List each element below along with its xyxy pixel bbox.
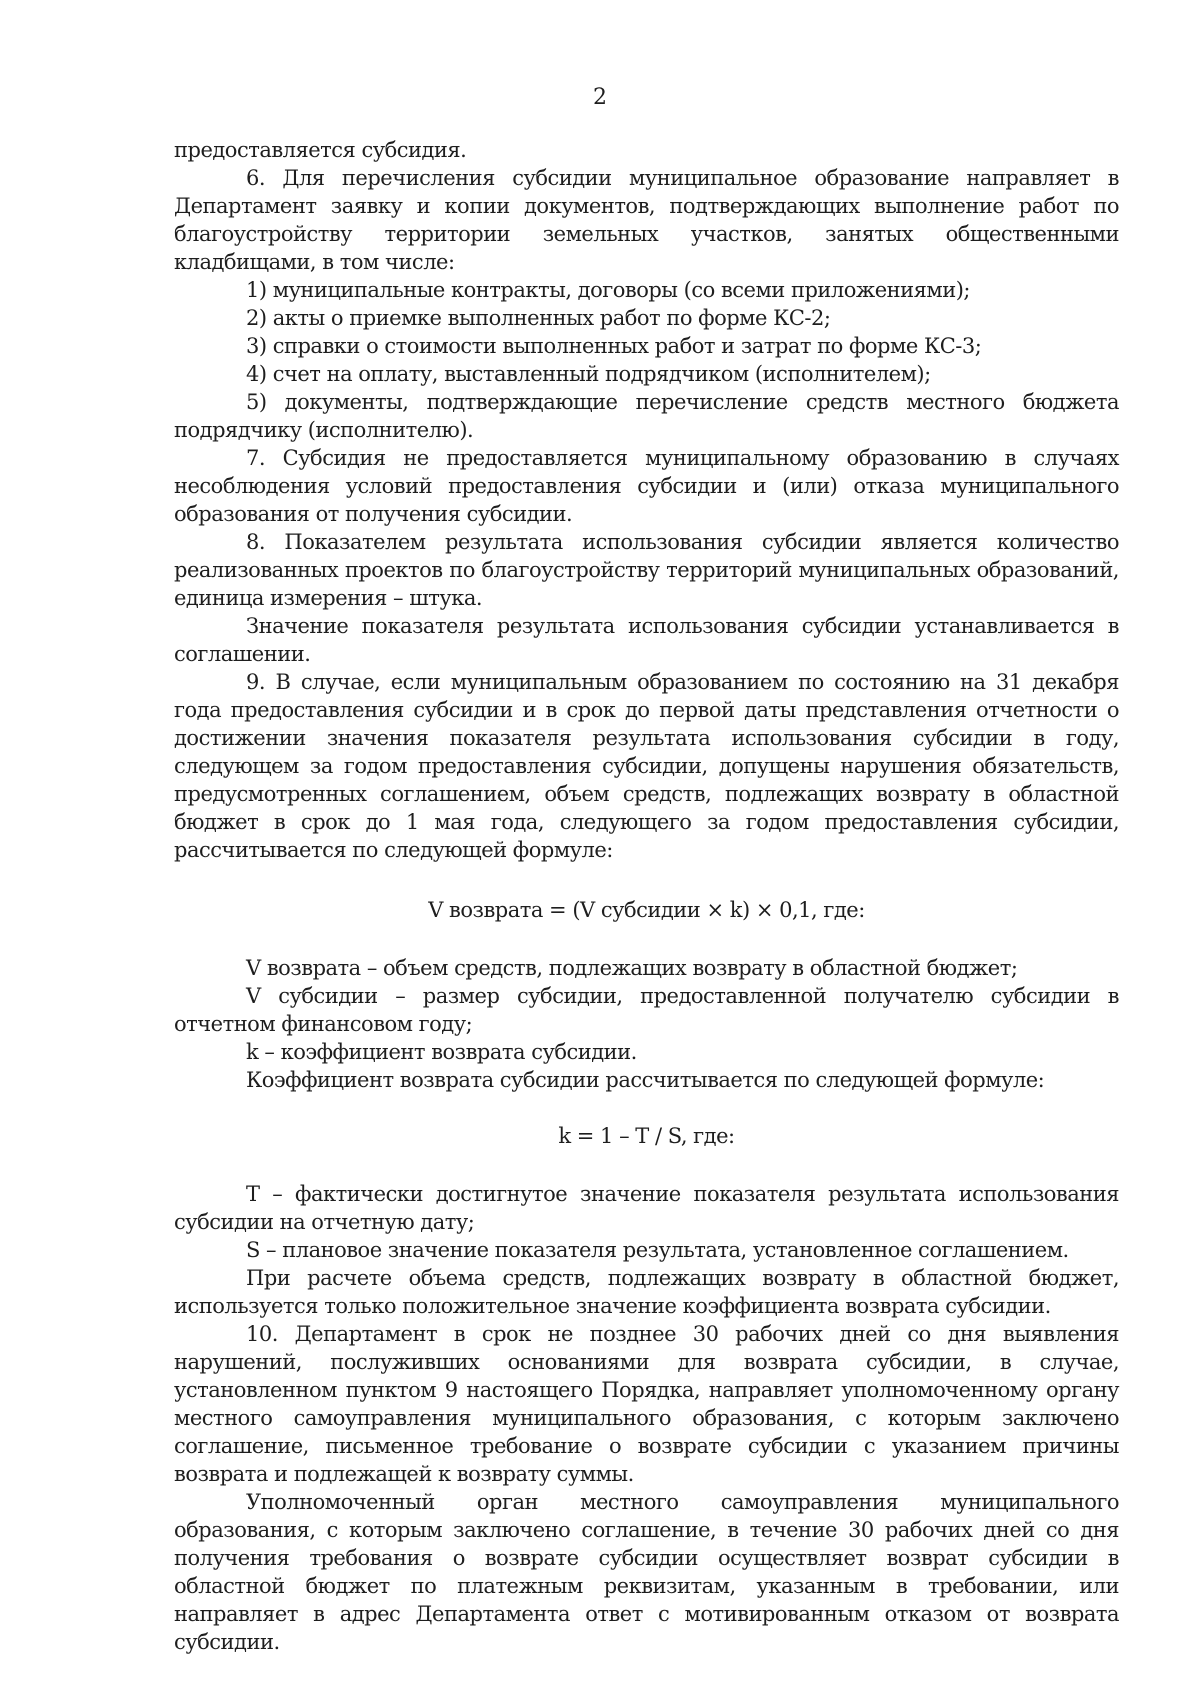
- paragraph-item-10: 10. Департамент в срок не позднее 30 рабочих дней со дня выявления нарушений, послуживших основаниями для возврата субсидии, в случае, установленном пунктом 9 настоящего Порядка, направляет уполномоченному органу местного самоуправления муниципального образования, с которым заключено соглашение, письменное требование о возврате субсидии с указанием причины возврата и подлежащей к возврату суммы.: [174, 1322, 1119, 1486]
- document-body: [174, 136, 1119, 1656]
- definition-t: T – фактически достигнутое значение показателя результата использования субсидии на отчетную дату;: [174, 1182, 1119, 1234]
- paragraph-item-6: 6. Для перечисления субсидии муниципальное образование направляет в Департамент заявку и копии документов, подтверждающих выполнение работ по благоустройству территории земельных участков, занятых общественными кладбищами, в том числе:: [174, 166, 1119, 274]
- paragraph-item-8: 8. Показателем результата использования субсидии является количество реализованных проектов по благоустройству территорий муниципальных образований, единица измерения – штука.: [174, 530, 1119, 610]
- definition-s: S – плановое значение показателя результата, установленное соглашением.: [246, 1238, 1069, 1262]
- list-item-invoice: 4) счет на оплату, выставленный подрядчиком (исполнителем);: [246, 362, 931, 386]
- paragraph-continuation: предоставляется субсидия.: [174, 138, 467, 162]
- paragraph-positive-coefficient: При расчете объема средств, подлежащих возврату в областной бюджет, используется только положительное значение коэффициента возврата субсидии.: [174, 1266, 1119, 1318]
- definition-v-subsidy: V субсидии – размер субсидии, предоставленной получателю субсидии в отчетном финансовом году;: [174, 984, 1119, 1036]
- list-item-payment-documents: 5) документы, подтверждающие перечисление средств местного бюджета подрядчику (исполнителю).: [174, 390, 1119, 442]
- formula-return-volume: V возврата = (V субсидии × k) × 0,1, где:: [428, 898, 865, 922]
- paragraph-coefficient-intro: Коэффициент возврата субсидии рассчитывается по следующей формуле:: [246, 1068, 1045, 1092]
- paragraph-item-9: 9. В случае, если муниципальным образованием по состоянию на 31 декабря года предоставления субсидии и в срок до первой даты представления отчетности о достижении значения показателя результата использования субсидии в году, следующем за годом предоставления субсидии, допущены нарушения обязательств, предусмотренных соглашением, объем средств, подлежащих возврату в областной бюджет в срок до 1 мая года, следующего за годом предоставления субсидии, рассчитывается по следующей формуле:: [174, 670, 1119, 862]
- list-item-acts-ks2: 2) акты о приемке выполненных работ по форме КС-2;: [246, 306, 831, 330]
- list-item-certificates-ks3: 3) справки о стоимости выполненных работ и затрат по форме КС-3;: [246, 334, 982, 358]
- page-number: 2: [593, 85, 607, 110]
- list-item-contracts: 1) муниципальные контракты, договоры (со всеми приложениями);: [246, 278, 970, 302]
- paragraph-authorized-body: Уполномоченный орган местного самоуправления муниципального образования, с которым заключено соглашение, в течение 30 рабочих дней со дня получения требования о возврате субсидии осуществляет возврат субсидии в областной бюджет по платежным реквизитам, указанным в требовании, или направляет в адрес Департамента ответ с мотивированным отказом от возврата субсидии.: [174, 1490, 1119, 1654]
- paragraph-indicator-value: Значение показателя результата использования субсидии устанавливается в соглашении.: [174, 614, 1119, 666]
- formula-coefficient: k = 1 – T / S, где:: [558, 1124, 735, 1148]
- definition-k: k – коэффициент возврата субсидии.: [246, 1040, 637, 1064]
- paragraph-item-7: 7. Субсидия не предоставляется муниципальному образованию в случаях несоблюдения условий предоставления субсидии и (или) отказа муниципального образования от получения субсидии.: [174, 446, 1119, 526]
- definition-v-return: V возврата – объем средств, подлежащих возврату в областной бюджет;: [246, 956, 1018, 980]
